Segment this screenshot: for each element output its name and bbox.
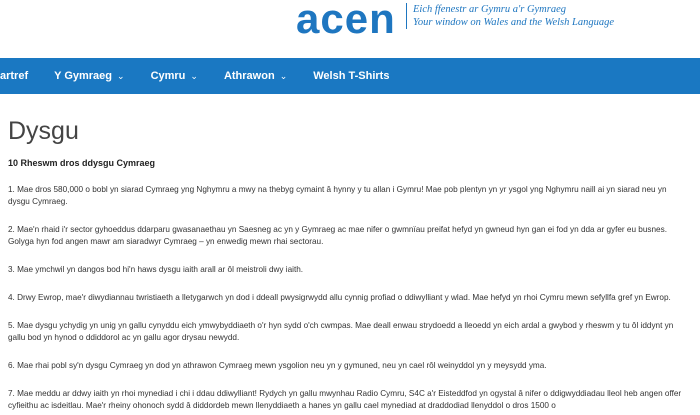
chevron-down-icon: ⌄ [190,70,198,81]
tagline-welsh: Eich ffenestr ar Gymru a'r Gymraeg [413,4,567,15]
nav-item-y-gymraeg[interactable] [54,70,124,82]
paragraph-5: 5. Mae dysgu ychydig yn unig yn gallu cynyddu eich ymwybyddiaeth o'r hyn sydd o'ch cwmpas. Mae deall enwau strydoedd a lleoedd yn eich ardal a gwybod y rheswm y tu ôl iddynt yn gallu bod yn hynod o ddiddorol ac yn gallu agor drysau newydd. [8,321,674,342]
paragraph-2: 2. Mae'n rhaid i'r sector gyhoeddus ddarparu gwasanaethau yn Saesneg ac yn y Gymraeg ac mae nifer o gwmnïau preifat hefyd yn gwneud hyn gan ei fod yn dda ar gyfer eu busnes. Golyga hyn fod angen mawr am siaradwyr Cymraeg – yn enwedig mewn rhai sectorau. [8,225,667,246]
main-nav [0,58,700,94]
nav-item-hafan[interactable] [0,70,28,82]
nav-item-welsh-t-shirts[interactable] [313,70,389,82]
paragraph-7: 7. Mae meddu ar ddwy iaith yn rhoi mynediad i chi i ddau ddiwylliant! Rydych yn gallu mwynhau Radio Cymru, S4C a'r Eisteddfod yn ogystal â nifer o ddigwyddiadau lleol heb angen offer cyfieithu ac isdeitlau. Mae'r rheiny ohonoch sydd â diddordeb mewn llenyddiaeth a hanes yn gallu cael mynediad at draddodiad llenyddol o dros 1500 o [8,389,682,410]
acen-logo[interactable]: acen [296,0,396,42]
paragraph-3: 3. Mae ymchwil yn dangos bod hi'n haws dysgu iaith arall ar ôl meistroli dwy iaith. [8,265,304,274]
article-subheading: 10 Rheswm dros ddysgu Cymraeg [8,158,156,168]
tagline-english: Your window on Wales and the Welsh Language [413,17,614,28]
site-tagline [406,3,614,29]
main-content [8,94,698,412]
nav-item-label: Y Gymraeg [54,70,113,82]
paragraph-6: 6. Mae rhai pobl sy'n dysgu Cymraeg yn dod yn athrawon Cymraeg mewn ysgolion neu yn y gymuned, neu yn cael rôl weinyddol yn y meysydd yma. [8,361,547,370]
nav-item-label: artref [0,70,29,82]
nav-item-label: Athrawon [223,70,275,82]
nav-item-athrawon[interactable] [224,70,287,82]
nav-item-cymru[interactable] [151,70,198,82]
nav-item-label: Welsh T-Shirts [313,70,390,82]
page-title: Dysgu [8,117,79,145]
chevron-down-icon: ⌄ [117,70,125,81]
paragraph-4: 4. Drwy Ewrop, mae'r diwydiannau twristiaeth a lletygarwch yn dod i ddeall pwysigrwydd allu cynnig profiad o ddiwylliant y wlad. Mae hefyd yn rhoi Cymru mewn sefyllfa gref yn Ewrop. [8,293,671,302]
chevron-down-icon: ⌄ [279,70,288,81]
paragraph-1: 1. Mae dros 580,000 o bobl yn siarad Cymraeg yng Nghymru a mwy na thebyg cymaint â hynny y tu allan i Gymru! Mae pob plentyn yn yr ysgol yng Nghymru naill ai yn siarad neu yn dysgu Cymraeg. [8,185,667,206]
nav-item-label: Cymru [150,70,186,82]
site-header [0,0,700,58]
